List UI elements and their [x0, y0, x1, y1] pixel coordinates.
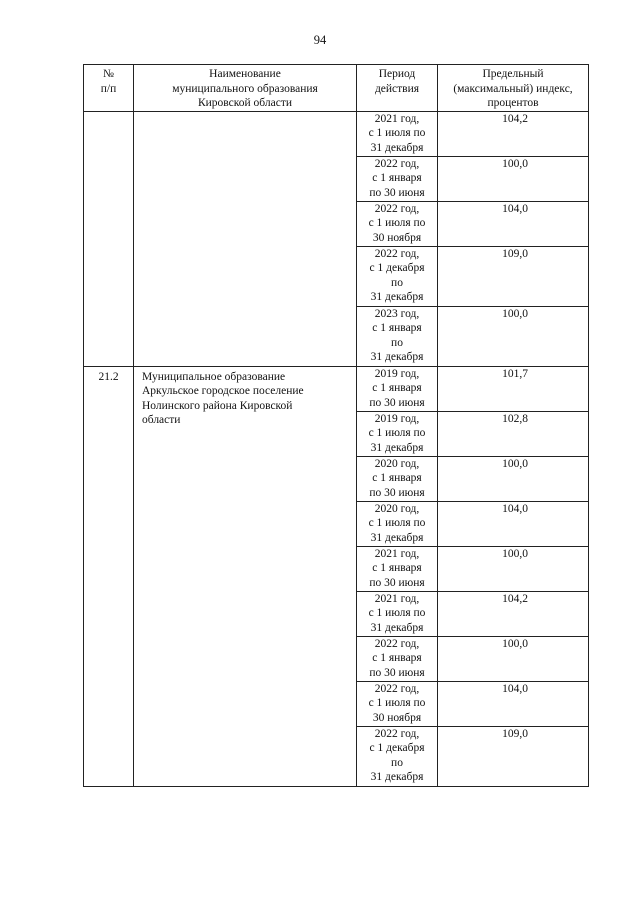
index-cell	[438, 111, 589, 156]
period-line: 31 декабря	[370, 441, 424, 454]
index-cell	[438, 546, 589, 591]
period-line: 2020 год,	[374, 502, 420, 515]
period-line: 2022 год,	[374, 637, 420, 650]
period-line: 31 декабря	[370, 291, 424, 304]
index-cell	[438, 246, 589, 306]
period-line: 2020 год,	[374, 457, 420, 470]
index-value: 100,0	[502, 547, 528, 560]
period-line: с 1 июля по	[368, 697, 426, 710]
header-index-line: процентов	[487, 97, 539, 110]
period-line: 2021 год,	[374, 112, 420, 125]
period-cell	[357, 681, 438, 726]
table-body	[84, 111, 589, 786]
period-line: по 30 июня	[369, 186, 425, 199]
period-cell	[357, 456, 438, 501]
index-value: 104,0	[502, 682, 528, 695]
header-name-line: муниципального образования	[172, 82, 318, 95]
header-num-line: п/п	[100, 82, 117, 95]
header-num-line: №	[103, 68, 114, 80]
index-value: 102,8	[502, 412, 528, 425]
period-line: 2023 год,	[374, 307, 420, 320]
period-cell	[357, 411, 438, 456]
index-cell	[438, 726, 589, 786]
index-cell	[438, 591, 589, 636]
period-line: по 30 июня	[369, 396, 425, 409]
period-line: по	[391, 336, 403, 349]
index-cell	[438, 411, 589, 456]
period-line: 2022 год,	[374, 247, 420, 260]
period-line: 2019 год,	[374, 367, 420, 380]
period-line: 2022 год,	[374, 682, 420, 695]
period-line: 31 декабря	[370, 531, 424, 544]
period-line: с 1 июля по	[368, 217, 426, 230]
municipality-name-cell	[134, 111, 357, 366]
index-cell	[438, 156, 589, 201]
period-cell	[357, 156, 438, 201]
period-cell	[357, 246, 438, 306]
period-line: с 1 января	[372, 472, 422, 485]
period-line: 31 декабря	[370, 141, 424, 154]
index-value: 104,0	[502, 502, 528, 515]
index-cell	[438, 636, 589, 681]
index-value: 104,2	[502, 592, 528, 605]
period-line: 2019 год,	[374, 412, 420, 425]
period-line: 31 декабря	[370, 621, 424, 634]
period-line: с 1 июля по	[368, 427, 426, 440]
index-value: 100,0	[502, 307, 528, 320]
index-cell	[438, 501, 589, 546]
period-line: 2022 год,	[374, 727, 420, 740]
period-cell	[357, 111, 438, 156]
municipality-name-line: Нолинского района Кировской	[142, 399, 293, 412]
period-line: с 1 декабря	[369, 742, 425, 755]
row-number-cell	[84, 111, 134, 366]
index-value: 100,0	[502, 157, 528, 170]
index-cell	[438, 306, 589, 366]
period-line: 30 ноября	[372, 231, 422, 244]
period-line: по	[391, 756, 403, 769]
period-cell	[357, 546, 438, 591]
header-period-line: Период	[378, 68, 416, 80]
index-cell	[438, 456, 589, 501]
index-value: 104,2	[502, 112, 528, 125]
period-line: с 1 января	[372, 322, 422, 335]
header-name-line: Наименование	[209, 68, 281, 80]
period-cell	[357, 306, 438, 366]
period-line: с 1 июля по	[368, 517, 426, 530]
period-line: 30 ноября	[372, 711, 422, 724]
period-line: с 1 января	[372, 652, 422, 665]
table-row	[84, 111, 589, 156]
header-num	[84, 65, 134, 112]
table-header-row	[84, 65, 589, 112]
period-line: 2022 год,	[374, 157, 420, 170]
period-line: с 1 июля по	[368, 607, 426, 620]
period-line: с 1 января	[372, 562, 422, 575]
header-name-line: Кировской области	[197, 97, 293, 110]
period-line: с 1 декабря	[369, 262, 425, 275]
index-value: 101,7	[502, 367, 528, 380]
header-name	[134, 65, 357, 112]
index-value: 100,0	[502, 457, 528, 470]
period-line: 2021 год,	[374, 592, 420, 605]
index-value: 100,0	[502, 637, 528, 650]
index-value: 109,0	[502, 247, 528, 260]
period-cell	[357, 591, 438, 636]
header-index	[438, 65, 589, 112]
municipality-name-cell	[134, 366, 357, 786]
period-line: 2021 год,	[374, 547, 420, 560]
period-line: с 1 января	[372, 172, 422, 185]
municipality-name-line: области	[142, 414, 181, 427]
period-line: 31 декабря	[370, 771, 424, 784]
index-value: 104,0	[502, 202, 528, 215]
period-line: 2022 год,	[374, 202, 420, 215]
period-cell	[357, 366, 438, 411]
index-cell	[438, 681, 589, 726]
header-index-line: (максимальный) индекс,	[453, 82, 573, 95]
period-cell	[357, 201, 438, 246]
header-index-line: Предельный	[482, 68, 544, 80]
period-line: по 30 июня	[369, 666, 425, 679]
header-period-line: действия	[374, 82, 420, 95]
period-line: по 30 июня	[369, 486, 425, 499]
tariff-index-table	[83, 64, 589, 787]
period-cell	[357, 636, 438, 681]
index-cell	[438, 201, 589, 246]
index-cell	[438, 366, 589, 411]
row-number-cell: 21.2	[84, 366, 134, 786]
page-number: 94	[313, 33, 327, 47]
header-period	[357, 65, 438, 112]
period-line: по 30 июня	[369, 576, 425, 589]
municipality-name-line: Аркульское городское поселение	[142, 385, 304, 398]
period-line: 31 декабря	[370, 351, 424, 364]
period-line: с 1 июля по	[368, 127, 426, 140]
index-value: 109,0	[502, 727, 528, 740]
period-cell	[357, 726, 438, 786]
period-line: по	[391, 276, 403, 289]
period-cell	[357, 501, 438, 546]
period-line: с 1 января	[372, 382, 422, 395]
table-row	[84, 366, 589, 411]
municipality-name-line: Муниципальное образование	[142, 370, 286, 383]
